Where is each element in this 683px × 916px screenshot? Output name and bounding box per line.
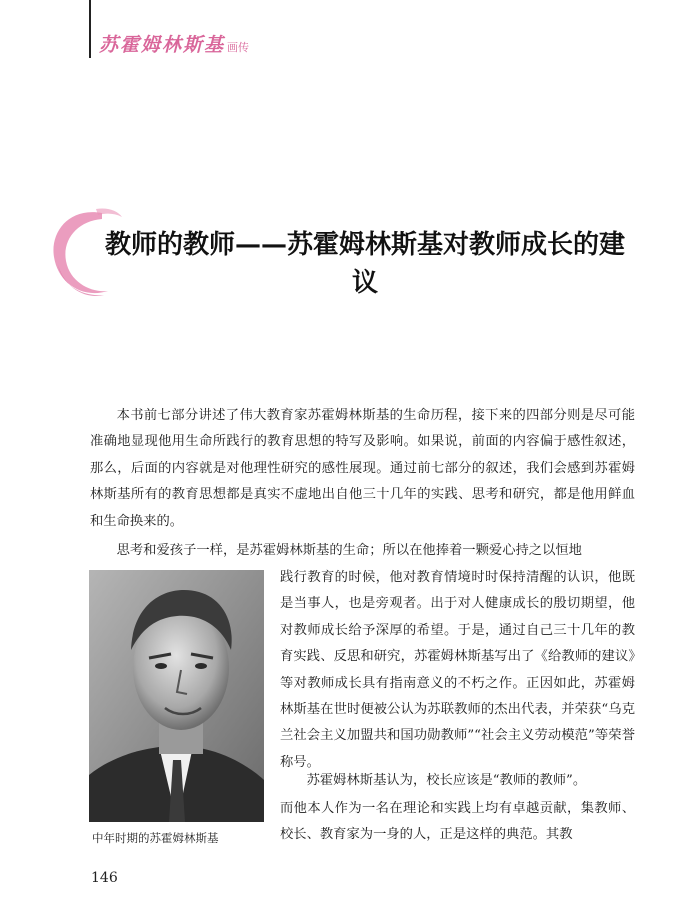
body-paragraph-3-rest: 而他本人作为一名在理论和实践上均有卓越贡献，集教师、校长、教育家为一身的人，正是这样的典范。其教 (280, 801, 635, 843)
header-rule (89, 0, 91, 58)
chapter-title: 教师的教师——苏霍姆林斯基对教师成长的建议 (104, 230, 625, 298)
running-header (99, 30, 249, 57)
portrait-photo (89, 570, 264, 822)
body-paragraph-3: 苏霍姆林斯基认为，校长应该是“教师的教师”。 (306, 773, 587, 788)
body-paragraph-1: 本书前七部分讲述了伟大教育家苏霍姆林斯基的生命历程，接下来的四部分则是尽可能准确地显现他用生命所践行的教育思想的特写及影响。如果说，前面的内容偏于感性叙述，那么，后面的内容就是对他理性研究的感性展现。通过前七部分的叙述，我们会感到苏霍姆林斯基所有的教育思想都是真实不虚地出自他三十几年的实践、思考和研究，都是他用鲜血和生命换来的。 (90, 408, 635, 529)
book-title: 苏霍姆林斯基 (99, 34, 226, 56)
page-number: 146 (91, 870, 118, 886)
photo-caption: 中年时期的苏霍姆林斯基 (92, 831, 219, 845)
body-paragraph-2-line: 思考和爱孩子一样，是苏霍姆林斯基的生命；所以在他捧着一颗爱心持之以恒地 (116, 543, 582, 558)
book-subtitle: 画传 (227, 41, 250, 54)
body-paragraph-2-rest: 践行教育的时候，他对教育情境时时保持清醒的认识，他既是当事人，也是旁观者。出于对人健康成长的殷切期望，他对教师成长给予深厚的希望。于是，通过自己三十几年的教育实践、反思和研究，苏霍姆林斯基写出了《给教师的建议》等对教师成长具有指南意义的不朽之作。正因如此，苏霍姆林斯基在世时便被公认为苏联教师的杰出代表，并荣获“乌克兰社会主义加盟共和国功勋教师”“社会主义劳动模范”等荣誉称号。 (280, 570, 635, 770)
